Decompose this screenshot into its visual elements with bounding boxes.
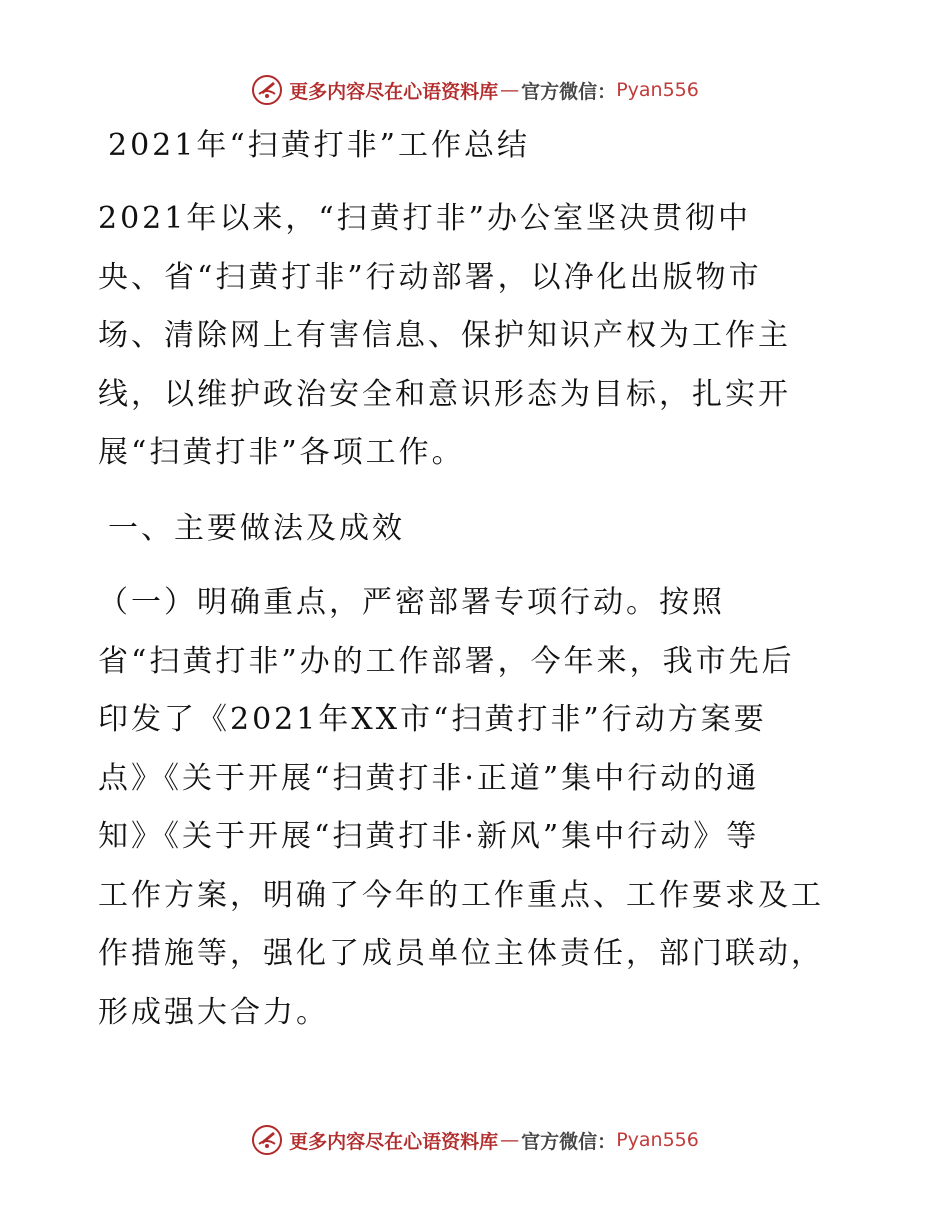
watermark-wechat-id: Pyan556: [616, 79, 699, 101]
section-line: 知》《关于开展“扫黄打非·新风”集中行动》等: [98, 819, 760, 854]
document-title: 2021年“扫黄打非”工作总结: [108, 128, 531, 163]
book-pen-logo-icon: [251, 1124, 283, 1156]
watermark-text: 更多内容尽在心语资料库: [289, 80, 499, 103]
section-heading: 一、主要做法及成效: [108, 511, 405, 546]
watermark-header: [0, 70, 950, 110]
section-1-paragraph: [98, 574, 824, 1042]
watermark-dash: —: [500, 79, 520, 101]
book-pen-logo-icon: [251, 74, 283, 106]
section-line: 工作方案，明确了今年的工作重点、工作要求及工: [98, 877, 824, 913]
section-line: 点》《关于开展“扫黄打非·正道”集中行动的通: [98, 760, 760, 796]
section-line: （一）明确重点，严密部署专项行动。按照: [98, 585, 725, 620]
section-line: 印发了《2021年XX市“扫黄打非”行动方案要: [98, 702, 767, 737]
watermark-wechat-id: Pyan556: [616, 1129, 699, 1151]
watermark-footer: [0, 1120, 950, 1160]
watermark-wechat-label: 官方微信：: [521, 1130, 617, 1153]
intro-paragraph: [98, 190, 791, 483]
intro-line: 2021年以来，“扫黄打非”办公室坚决贯彻中: [98, 201, 752, 236]
intro-line: 线，以维护政治安全和意识形态为目标，扎实开: [98, 376, 791, 412]
watermark-wechat-label: 官方微信：: [521, 80, 617, 103]
watermark-dash: —: [500, 1129, 520, 1151]
intro-line: 央、省“扫黄打非”行动部署，以净化出版物市: [98, 259, 762, 295]
section-line: 作措施等，强化了成员单位主体责任，部门联动，: [98, 936, 824, 971]
watermark-text: 更多内容尽在心语资料库: [289, 1130, 499, 1153]
intro-line: 场、清除网上有害信息、保护知识产权为工作主: [98, 318, 791, 353]
section-line: 形成强大合力。: [98, 994, 329, 1030]
intro-line: 展“扫黄打非”各项工作。: [98, 435, 465, 470]
section-line: 省“扫黄打非”办的工作部署，今年来，我市先后: [98, 643, 795, 679]
